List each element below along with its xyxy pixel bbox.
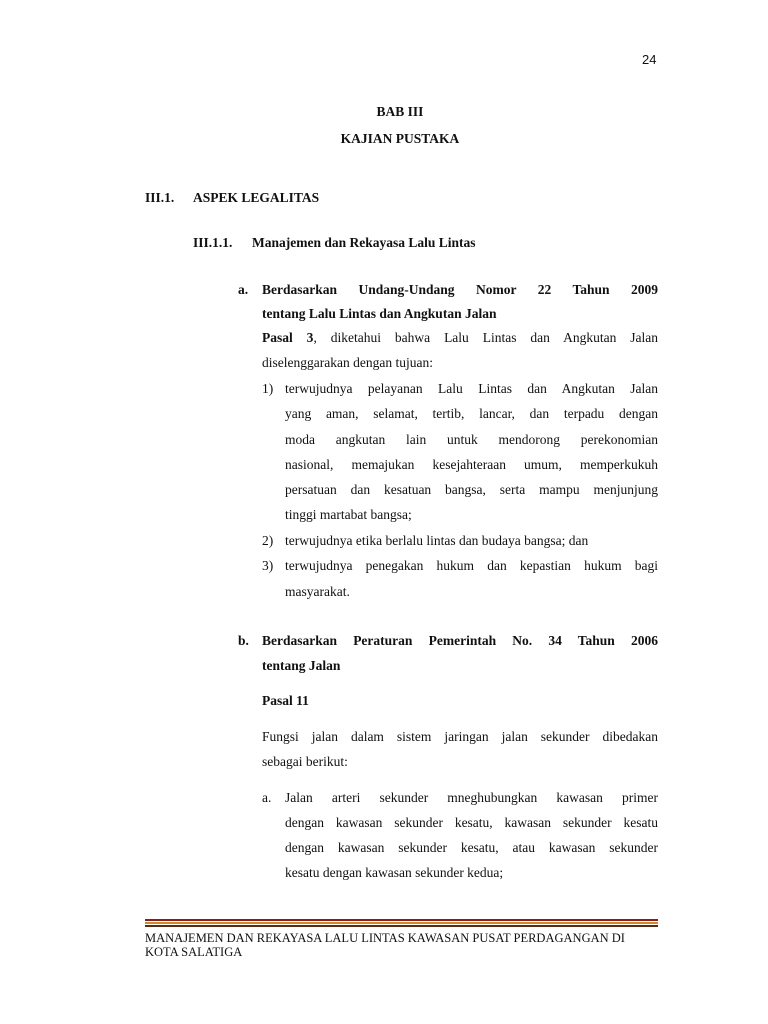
item-b-marker: b.	[238, 633, 249, 648]
chapter-label: BAB III	[376, 104, 424, 119]
footer-text-line1: MANAJEMEN DAN REKAYASA LALU LINTAS KAWASAN PUSAT PERDAGANGAN DI	[145, 931, 625, 945]
item-a-intro-line2: diselenggarakan dengan tujuan:	[262, 355, 433, 370]
item-a-pasal-label: Pasal 3	[262, 330, 314, 345]
footer-rule-top	[145, 919, 658, 921]
sublist-item-a-line: dengan kawasan sekunder kesatu, kawasan sekunder kesatu	[285, 815, 658, 830]
footer-rule	[145, 919, 658, 928]
item-a-intro-text: , diketahui bahwa Lalu Lintas dan Angkutan Jalan	[313, 330, 658, 345]
list-item-1-line: tinggi martabat bangsa;	[285, 507, 412, 522]
item-b-intro-line2: sebagai berikut:	[262, 754, 348, 769]
item-b-heading-line2: tentang Jalan	[262, 658, 341, 673]
footer-rule-middle	[145, 922, 658, 924]
sublist-marker-a: a.	[262, 790, 272, 805]
list-item-1-line: yang aman, selamat, tertib, lancar, dan terpadu dengan	[285, 406, 658, 421]
list-item-3-line: masyarakat.	[285, 584, 350, 599]
list-item-1-line: moda angkutan lain untuk mendorong perekonomian	[285, 432, 658, 447]
item-a-heading-line2: tentang Lalu Lintas dan Angkutan Jalan	[262, 306, 497, 321]
list-item-3-line: terwujudnya penegakan hukum dan kepastian hukum bagi	[285, 558, 658, 573]
list-marker-2: 2)	[262, 533, 274, 548]
page-number: 24	[642, 52, 657, 67]
subsection-number: III.1.1.	[193, 235, 233, 250]
item-b-heading-line1: Berdasarkan Peraturan Pemerintah No. 34 Tahun 2006	[262, 633, 658, 648]
list-item-1-line: persatuan dan kesatuan bangsa, serta mampu menjunjung	[285, 482, 658, 497]
list-marker-3: 3)	[262, 558, 274, 573]
item-a-heading-line1: Berdasarkan Undang-Undang Nomor 22 Tahun 2009	[262, 282, 658, 297]
item-b-intro-line1: Fungsi jalan dalam sistem jaringan jalan sekunder dibedakan	[262, 729, 658, 744]
sublist-item-a-line: Jalan arteri sekunder mneghubungkan kawasan primer	[285, 790, 658, 805]
list-item-1-line: nasional, memajukan kesejahteraan umum, memperkukuh	[285, 457, 658, 472]
list-item-1-line: terwujudnya pelayanan Lalu Lintas dan Angkutan Jalan	[285, 381, 658, 396]
list-marker-1: 1)	[262, 381, 274, 396]
subsection-title: Manajemen dan Rekayasa Lalu Lintas	[252, 235, 476, 250]
sublist-item-a-line: dengan kawasan sekunder kesatu, atau kawasan sekunder	[285, 840, 658, 855]
item-a-intro-line1	[262, 330, 658, 346]
section-title: ASPEK LEGALITAS	[193, 190, 320, 205]
footer-rule-bottom	[145, 925, 658, 927]
item-a-marker: a.	[238, 282, 249, 297]
sublist-item-a-line: kesatu dengan kawasan sekunder kedua;	[285, 865, 504, 880]
list-item-2-line: terwujudnya etika berlalu lintas dan budaya bangsa; dan	[285, 533, 589, 548]
section-number: III.1.	[145, 190, 175, 205]
item-b-pasal-label: Pasal 11	[262, 693, 309, 708]
chapter-title: KAJIAN PUSTAKA	[340, 131, 460, 146]
footer-text-line2: KOTA SALATIGA	[145, 945, 243, 959]
